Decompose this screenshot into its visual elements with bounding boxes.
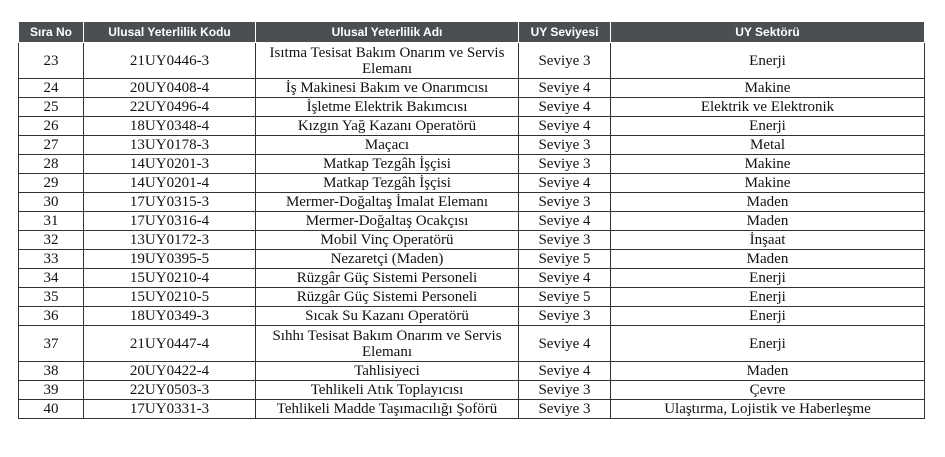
cell-sector: Makine: [611, 174, 925, 193]
table-row: [19, 250, 925, 269]
cell-level: Seviye 4: [519, 326, 611, 362]
cell-name: Tehlikeli Atık Toplayıcısı: [256, 381, 519, 400]
cell-level: Seviye 3: [519, 43, 611, 79]
cell-sector: Maden: [611, 362, 925, 381]
cell-level: Seviye 3: [519, 231, 611, 250]
table-row: [19, 193, 925, 212]
cell-level: Seviye 4: [519, 269, 611, 288]
header-qualification-code: Ulusal Yeterlilik Kodu: [84, 22, 256, 43]
table-row: [19, 326, 925, 362]
cell-level: Seviye 3: [519, 307, 611, 326]
cell-level: Seviye 4: [519, 117, 611, 136]
cell-name: Maçacı: [256, 136, 519, 155]
cell-level: Seviye 4: [519, 79, 611, 98]
cell-level: Seviye 5: [519, 250, 611, 269]
cell-sector: Makine: [611, 79, 925, 98]
cell-code: 22UY0496-4: [84, 98, 256, 117]
cell-no: 34: [19, 269, 84, 288]
cell-code: 15UY0210-5: [84, 288, 256, 307]
cell-name: Sıcak Su Kazanı Operatörü: [256, 307, 519, 326]
table-row: [19, 269, 925, 288]
cell-code: 21UY0446-3: [84, 43, 256, 79]
header-sira-no: Sıra No: [19, 22, 84, 43]
cell-no: 24: [19, 79, 84, 98]
cell-no: 27: [19, 136, 84, 155]
cell-sector: Metal: [611, 136, 925, 155]
cell-name: Isıtma Tesisat Bakım Onarım ve Servis Elemanı: [256, 43, 519, 79]
cell-sector: Çevre: [611, 381, 925, 400]
cell-sector: Maden: [611, 193, 925, 212]
cell-no: 31: [19, 212, 84, 231]
cell-no: 36: [19, 307, 84, 326]
cell-sector: Enerji: [611, 43, 925, 79]
cell-name: Matkap Tezgâh İşçisi: [256, 155, 519, 174]
cell-sector: Makine: [611, 155, 925, 174]
cell-no: 37: [19, 326, 84, 362]
cell-code: 20UY0422-4: [84, 362, 256, 381]
cell-level: Seviye 3: [519, 155, 611, 174]
cell-no: 35: [19, 288, 84, 307]
cell-sector: Maden: [611, 250, 925, 269]
cell-name: Kızgın Yağ Kazanı Operatörü: [256, 117, 519, 136]
cell-no: 30: [19, 193, 84, 212]
cell-code: 15UY0210-4: [84, 269, 256, 288]
table-row: [19, 117, 925, 136]
cell-level: Seviye 3: [519, 193, 611, 212]
table-row: [19, 43, 925, 79]
cell-sector: Enerji: [611, 288, 925, 307]
table-row: [19, 381, 925, 400]
cell-sector: Maden: [611, 212, 925, 231]
cell-name: Nezaretçi (Maden): [256, 250, 519, 269]
cell-name: Tehlikeli Madde Taşımacılığı Şoförü: [256, 400, 519, 419]
cell-name: Mobil Vinç Operatörü: [256, 231, 519, 250]
cell-sector: Enerji: [611, 117, 925, 136]
table-row: [19, 362, 925, 381]
cell-code: 17UY0316-4: [84, 212, 256, 231]
cell-sector: İnşaat: [611, 231, 925, 250]
cell-no: 25: [19, 98, 84, 117]
cell-code: 17UY0315-3: [84, 193, 256, 212]
table-row: [19, 79, 925, 98]
cell-level: Seviye 3: [519, 381, 611, 400]
table-row: [19, 231, 925, 250]
cell-no: 32: [19, 231, 84, 250]
table-row: [19, 136, 925, 155]
header-sector: UY Sektörü: [611, 22, 925, 43]
table-row: [19, 212, 925, 231]
cell-name: Tahlisiyeci: [256, 362, 519, 381]
cell-no: 38: [19, 362, 84, 381]
cell-code: 18UY0349-3: [84, 307, 256, 326]
cell-sector: Elektrik ve Elektronik: [611, 98, 925, 117]
table-row: [19, 288, 925, 307]
cell-code: 14UY0201-3: [84, 155, 256, 174]
cell-code: 20UY0408-4: [84, 79, 256, 98]
cell-name: İş Makinesi Bakım ve Onarımcısı: [256, 79, 519, 98]
table-row: [19, 307, 925, 326]
cell-no: 33: [19, 250, 84, 269]
cell-code: 17UY0331-3: [84, 400, 256, 419]
header-level: UY Seviyesi: [519, 22, 611, 43]
cell-code: 13UY0178-3: [84, 136, 256, 155]
cell-code: 13UY0172-3: [84, 231, 256, 250]
cell-name: Mermer-Doğaltaş Ocakçısı: [256, 212, 519, 231]
cell-level: Seviye 3: [519, 400, 611, 419]
cell-name: Sıhhı Tesisat Bakım Onarım ve Servis Elemanı: [256, 326, 519, 362]
cell-sector: Enerji: [611, 307, 925, 326]
cell-no: 39: [19, 381, 84, 400]
table-row: [19, 174, 925, 193]
cell-code: 14UY0201-4: [84, 174, 256, 193]
cell-sector: Enerji: [611, 326, 925, 362]
table-row: [19, 98, 925, 117]
cell-name: İşletme Elektrik Bakımcısı: [256, 98, 519, 117]
header-qualification-name: Ulusal Yeterlilik Adı: [256, 22, 519, 43]
cell-level: Seviye 3: [519, 136, 611, 155]
cell-name: Rüzgâr Güç Sistemi Personeli: [256, 288, 519, 307]
cell-name: Matkap Tezgâh İşçisi: [256, 174, 519, 193]
cell-level: Seviye 4: [519, 362, 611, 381]
cell-no: 29: [19, 174, 84, 193]
cell-name: Mermer-Doğaltaş İmalat Elemanı: [256, 193, 519, 212]
cell-level: Seviye 4: [519, 212, 611, 231]
cell-no: 23: [19, 43, 84, 79]
cell-no: 40: [19, 400, 84, 419]
cell-no: 28: [19, 155, 84, 174]
cell-name: Rüzgâr Güç Sistemi Personeli: [256, 269, 519, 288]
cell-sector: Ulaştırma, Lojistik ve Haberleşme: [611, 400, 925, 419]
cell-no: 26: [19, 117, 84, 136]
table-row: [19, 155, 925, 174]
table-row: [19, 400, 925, 419]
cell-sector: Enerji: [611, 269, 925, 288]
qualifications-table: [18, 21, 925, 419]
cell-level: Seviye 5: [519, 288, 611, 307]
cell-code: 19UY0395-5: [84, 250, 256, 269]
table-header-row: [19, 22, 925, 43]
cell-code: 21UY0447-4: [84, 326, 256, 362]
cell-code: 22UY0503-3: [84, 381, 256, 400]
cell-code: 18UY0348-4: [84, 117, 256, 136]
cell-level: Seviye 4: [519, 98, 611, 117]
cell-level: Seviye 4: [519, 174, 611, 193]
